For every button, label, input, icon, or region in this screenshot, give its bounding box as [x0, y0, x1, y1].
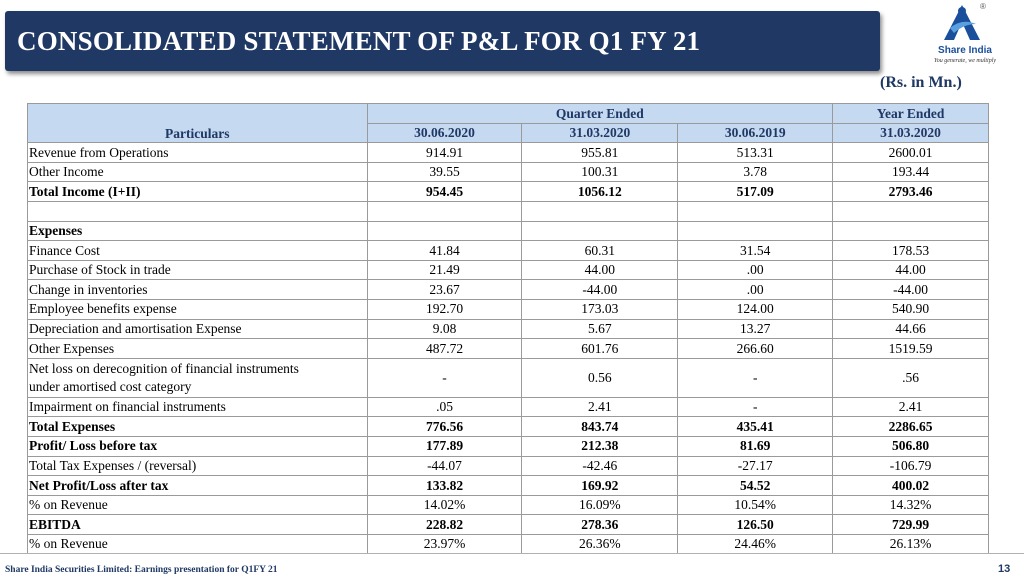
row-value: 31.54	[678, 241, 833, 261]
table-row	[28, 397, 989, 417]
row-value: 400.02	[833, 476, 989, 496]
row-value	[522, 221, 678, 241]
table-row	[28, 299, 989, 319]
row-label-text: Net loss on derecognition of financial instruments	[29, 360, 299, 376]
row-value	[678, 221, 833, 241]
row-value: 173.03	[522, 299, 678, 319]
table-row	[28, 358, 989, 397]
table-row	[28, 339, 989, 359]
row-label-text: Net Profit/Loss after tax	[29, 477, 169, 493]
row-value: 540.90	[833, 299, 989, 319]
row-value: 228.82	[367, 515, 522, 535]
row-value: 54.52	[678, 476, 833, 496]
footer-divider	[0, 553, 1024, 554]
row-value: 23.97%	[367, 534, 522, 554]
row-value: 16.09%	[522, 495, 678, 515]
row-value: 513.31	[678, 143, 833, 163]
row-value: 26.13%	[833, 534, 989, 554]
column-header: 30.06.2019	[678, 123, 833, 143]
row-label	[28, 495, 368, 515]
row-value: 954.45	[367, 182, 522, 202]
row-value: 126.50	[678, 515, 833, 535]
row-value: 44.00	[522, 260, 678, 280]
table-row	[28, 280, 989, 300]
row-label-text: Other Expenses	[29, 340, 115, 356]
row-value: 2600.01	[833, 143, 989, 163]
table-row	[28, 456, 989, 476]
row-value: 2286.65	[833, 417, 989, 437]
row-label	[28, 534, 368, 554]
row-value	[367, 221, 522, 241]
logo-name: Share India	[938, 45, 992, 56]
row-value	[833, 201, 989, 221]
row-label-text: % on Revenue	[29, 536, 108, 552]
row-value: 955.81	[522, 143, 678, 163]
row-value: 914.91	[367, 143, 522, 163]
row-label	[28, 456, 368, 476]
row-label	[28, 260, 368, 280]
table-row	[28, 476, 989, 496]
row-value: 5.67	[522, 319, 678, 339]
row-label-text: Purchase of Stock in trade	[29, 262, 171, 278]
row-label	[28, 417, 368, 437]
row-label-text: Depreciation and amortisation Expense	[29, 321, 242, 337]
row-label-text-line2: under amortised cost category	[29, 378, 192, 394]
row-value: -44.00	[833, 280, 989, 300]
row-value: 26.36%	[522, 534, 678, 554]
row-value: 177.89	[367, 436, 522, 456]
table-row	[28, 221, 989, 241]
table-row	[28, 436, 989, 456]
row-value: .56	[833, 358, 989, 397]
row-value: 192.70	[367, 299, 522, 319]
row-label	[28, 299, 368, 319]
row-value: -44.07	[367, 456, 522, 476]
quarter-ended-header: Quarter Ended	[367, 104, 833, 124]
table-row	[28, 495, 989, 515]
row-value: -	[367, 358, 522, 397]
row-value: 843.74	[522, 417, 678, 437]
row-value	[367, 201, 522, 221]
row-value: 178.53	[833, 241, 989, 261]
row-value: 2.41	[522, 397, 678, 417]
company-logo	[930, 2, 996, 72]
row-value: 266.60	[678, 339, 833, 359]
row-value: 24.46%	[678, 534, 833, 554]
table-row	[28, 162, 989, 182]
row-value: 1056.12	[522, 182, 678, 202]
registered-mark: ®	[980, 2, 986, 11]
table-row	[28, 417, 989, 437]
table-row	[28, 534, 989, 554]
header-row-groups	[28, 104, 989, 124]
row-value: 133.82	[367, 476, 522, 496]
row-value: -106.79	[833, 456, 989, 476]
row-value: 10.54%	[678, 495, 833, 515]
row-value: -42.46	[522, 456, 678, 476]
row-label-text: Change in inventories	[29, 281, 148, 297]
row-label	[28, 339, 368, 359]
particulars-header: Particulars	[28, 104, 368, 143]
row-label	[28, 280, 368, 300]
row-label-text: Finance Cost	[29, 242, 100, 258]
row-label	[28, 397, 368, 417]
table-row	[28, 143, 989, 163]
row-value: 0.56	[522, 358, 678, 397]
year-ended-header: Year Ended	[833, 104, 989, 124]
row-value: 193.44	[833, 162, 989, 182]
row-label-text: Other Income	[29, 164, 104, 180]
row-label-text: Total Income (I+II)	[29, 183, 141, 199]
row-label	[28, 515, 368, 535]
table-row	[28, 241, 989, 261]
row-label-text: Total Tax Expenses / (reversal)	[29, 458, 197, 474]
row-value: 487.72	[367, 339, 522, 359]
row-label	[28, 221, 368, 241]
row-value: 9.08	[367, 319, 522, 339]
row-value: 39.55	[367, 162, 522, 182]
row-value: 169.92	[522, 476, 678, 496]
row-value: -	[678, 397, 833, 417]
row-value: 23.67	[367, 280, 522, 300]
row-value: 435.41	[678, 417, 833, 437]
title-bar	[5, 11, 880, 71]
row-value: 124.00	[678, 299, 833, 319]
row-value	[833, 221, 989, 241]
table-row	[28, 319, 989, 339]
row-value: 278.36	[522, 515, 678, 535]
table-row	[28, 260, 989, 280]
row-value: 44.00	[833, 260, 989, 280]
row-value: 776.56	[367, 417, 522, 437]
page-title: CONSOLIDATED STATEMENT OF P&L FOR Q1 FY 21	[17, 25, 701, 56]
row-label-text: % on Revenue	[29, 497, 108, 513]
row-value: 81.69	[678, 436, 833, 456]
table-row	[28, 182, 989, 202]
row-value: 14.02%	[367, 495, 522, 515]
footer-text: Share India Securities Limited: Earnings presentation for Q1FY 21	[5, 565, 278, 575]
row-label	[28, 476, 368, 496]
row-value: 2.41	[833, 397, 989, 417]
row-label	[28, 358, 368, 397]
row-value: 2793.46	[833, 182, 989, 202]
row-value: 44.66	[833, 319, 989, 339]
row-value: .00	[678, 260, 833, 280]
row-value: 517.09	[678, 182, 833, 202]
row-label-text: Revenue from Operations	[29, 144, 169, 160]
row-value	[522, 201, 678, 221]
logo-tagline: You generate, we multiply	[933, 58, 997, 64]
row-label-text: EBITDA	[29, 516, 81, 532]
row-value: -	[678, 358, 833, 397]
row-value: 100.31	[522, 162, 678, 182]
row-label	[28, 319, 368, 339]
row-value: -44.00	[522, 280, 678, 300]
column-header: 31.03.2020	[833, 123, 989, 143]
row-value: 41.84	[367, 241, 522, 261]
page-number: 13	[998, 563, 1011, 575]
row-value: 3.78	[678, 162, 833, 182]
pl-table	[27, 103, 989, 554]
row-label-text: Total Expenses	[29, 418, 116, 434]
share-india-logo-icon	[940, 2, 984, 44]
table-row	[28, 515, 989, 535]
table-row	[28, 201, 989, 221]
row-value: 60.31	[522, 241, 678, 261]
row-value: 729.99	[833, 515, 989, 535]
column-header: 30.06.2020	[367, 123, 522, 143]
row-label	[28, 436, 368, 456]
row-value: 506.80	[833, 436, 989, 456]
row-value: 601.76	[522, 339, 678, 359]
units-label: (Rs. in Mn.)	[880, 74, 962, 91]
row-label-text: Profit/ Loss before tax	[29, 438, 158, 454]
row-value: 21.49	[367, 260, 522, 280]
row-value: -27.17	[678, 456, 833, 476]
row-label	[28, 241, 368, 261]
row-value: .05	[367, 397, 522, 417]
row-value: 14.32%	[833, 495, 989, 515]
column-header: 31.03.2020	[522, 123, 678, 143]
row-label	[28, 201, 368, 221]
row-value: 13.27	[678, 319, 833, 339]
row-label-text: Expenses	[29, 223, 83, 239]
row-value: 212.38	[522, 436, 678, 456]
row-label-text: Employee benefits expense	[29, 301, 177, 317]
row-value: .00	[678, 280, 833, 300]
row-label-text: Impairment on financial instruments	[29, 399, 226, 415]
row-label	[28, 162, 368, 182]
row-label	[28, 182, 368, 202]
row-label	[28, 143, 368, 163]
row-value: 1519.59	[833, 339, 989, 359]
row-value	[678, 201, 833, 221]
